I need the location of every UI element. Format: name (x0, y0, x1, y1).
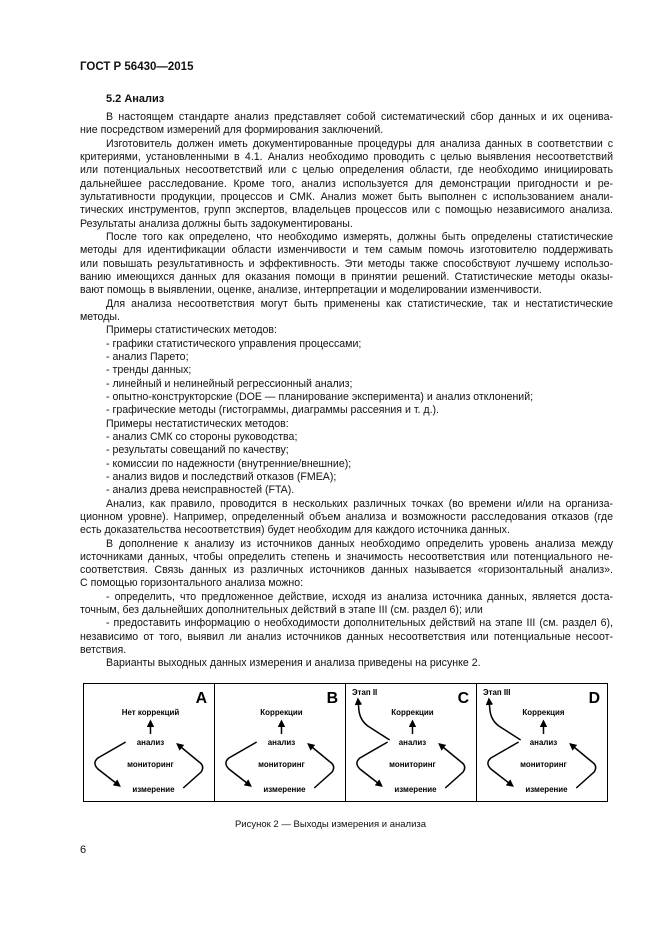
text-line: Примеры нестатистических методов: (106, 417, 289, 430)
figure-caption: Рисунок 2 — Выходы измерения и анализа (234, 819, 427, 830)
text-line: ванию имеющихся данных для оказания помощи в принятии решений. Статистические методы оказы- (80, 270, 613, 283)
text-line: ционном уровне). Например, определенный объем анализа и возможности расследования отказов (где (80, 510, 613, 523)
monitoring-label: мониторинг (258, 759, 305, 770)
stage-arrow (489, 699, 521, 740)
panel-top-label: Коррекции (391, 707, 434, 718)
panel-letter: C (457, 689, 470, 708)
figure-panel-a (84, 684, 215, 801)
section-title: 5.2 Анализ (106, 93, 165, 105)
monitoring-label: мониторинг (389, 759, 436, 770)
text-line: зультативности продукции, процессов и СМК. Анализ может быть выполнен с использованием анали- (80, 190, 613, 203)
loop-right-arrow (177, 744, 202, 788)
text-line: - графики статистического управления процессами; (106, 337, 362, 350)
panel-letter: B (326, 689, 339, 708)
text-line: С помощью горизонтального анализа можно: (80, 577, 304, 590)
loop-right-arrow (439, 744, 464, 788)
analysis-label: анализ (267, 737, 296, 748)
text-line: - анализ СМК со стороны руководства; (106, 430, 298, 443)
text-line: - комиссии по надежности (внутренние/внешние); (106, 457, 352, 470)
stage-label: Этап III (482, 687, 511, 698)
text-line: соответствия. Связь данных из различных источников данных называется «горизонтальный анализ». (80, 564, 613, 577)
text-line: - анализ Парето; (106, 350, 189, 363)
text-line: вают помощь в выявлении, оценке, анализе, интерпретации и моделировании изменчивости. (80, 284, 542, 297)
text-line: методы. (80, 310, 120, 323)
loop-right-arrow (570, 744, 595, 788)
measurement-label: измерение (263, 784, 306, 795)
figure-2 (83, 683, 608, 802)
text-line: тических инструментов, групп экспертов, владельцев процессов или с помощью независимого анализа. (80, 204, 613, 217)
stage-arrow (358, 699, 390, 740)
text-line: - определить, что предложенное действие, исходя из анализа источника данных, является доста- (106, 590, 613, 603)
text-line: точным, без дальнейших дополнительных действий в этапе III (см. раздел 6); или (80, 604, 483, 617)
text-line: Результаты анализа должны быть задокументированы. (80, 217, 353, 230)
loop-left-arrow (95, 742, 126, 786)
text-line: или потенциальных несоответствий или с целью определения области, где необходимо инициировать (80, 164, 613, 177)
panel-top-label: Нет коррекций (121, 707, 180, 718)
figure-panel-b (215, 684, 346, 801)
text-line: Изготовитель должен иметь документированные процедуры для анализа данных в соответствии с (106, 137, 613, 150)
text-line: или повышать результативность и эффективность. Эти методы также способствуют лучшему использо- (80, 257, 613, 270)
loop-left-arrow (488, 742, 519, 786)
page-number: 6 (80, 844, 87, 856)
monitoring-label: мониторинг (127, 759, 174, 770)
panel-letter: D (588, 689, 601, 708)
text-line: методы для идентификации области изменчивости и тем самым помочь изготовителю поддерживать (80, 244, 613, 257)
analysis-label: анализ (136, 737, 165, 748)
text-line: После того как определено, что необходимо измерять, должны быть определены статистические (106, 230, 613, 243)
text-line: - линейный и нелинейный регрессионный анализ; (106, 377, 353, 390)
panel-top-label: Коррекция (522, 707, 565, 718)
panel-top-label: Коррекции (260, 707, 303, 718)
stage-label: Этап II (351, 687, 378, 698)
text-line: есть доказательства несоответствия) будет необходим для каждого источника данных. (80, 524, 510, 537)
panel-letter: A (195, 689, 208, 708)
text-line: независимо от того, выявил ли анализ источников данных несоответствия или потенциальные несоот- (80, 630, 613, 643)
text-line: - опытно-конструкторские (DOE — планирование эксперимента) и анализ отклонений; (106, 390, 534, 403)
analysis-label: анализ (398, 737, 427, 748)
text-line: ние посредством измерений для формирования заключений. (80, 124, 384, 137)
figure-panel-c (346, 684, 477, 801)
text-line: Примеры статистических методов: (106, 324, 277, 337)
measurement-label: измерение (394, 784, 437, 795)
text-line: - результаты совещаний по качеству; (106, 444, 289, 457)
loop-left-arrow (226, 742, 257, 786)
text-line: Варианты выходных данных измерения и анализа приведены на рисунке 2. (106, 657, 481, 670)
text-line: В настоящем стандарте анализ представляет собой систематический сбор данных и их оценива- (106, 111, 613, 123)
text-line: В дополнение к анализу из источников данных необходимо определить уровень анализа между (106, 537, 613, 550)
loop-right-arrow (308, 744, 333, 788)
text-line: - анализ видов и последствий отказов (FMEA); (106, 470, 337, 483)
text-line: - предоставить информацию о необходимости дополнительных действий на этапе III (см. раздел 6), (106, 617, 613, 630)
document-header: ГОСТ Р 56430—2015 (80, 61, 194, 73)
analysis-label: анализ (529, 737, 558, 748)
text-line: источниками данных, чтобы определить степень и значимость несоответствия или потенциального не- (80, 550, 613, 563)
text-line: - графические методы (гистограммы, диаграммы рассеяния и т. д.). (106, 404, 439, 417)
text-line: Для анализа несоответствия могут быть применены как статистические, так и нестатистические (106, 297, 613, 310)
text-line: - анализ древа неисправностей (FTA). (106, 484, 295, 497)
figure-panel-d (477, 684, 607, 801)
text-line: ветствия. (80, 644, 127, 657)
monitoring-label: мониторинг (520, 759, 567, 770)
measurement-label: измерение (525, 784, 568, 795)
body-text (80, 111, 613, 671)
loop-left-arrow (357, 742, 388, 786)
text-line: критериями, установленными в 4.1. Анализ необходимо проводить с целью выявления несоответствий (80, 150, 613, 163)
measurement-label: измерение (132, 784, 175, 795)
text-line: дальнейшее расследование. Кроме того, анализ используется для демонстрации пригодности и ре- (80, 177, 613, 190)
text-line: Анализ, как правило, проводится в нескольких различных точках (во времени и/или на организа- (106, 497, 613, 510)
text-line: - тренды данных; (106, 364, 192, 377)
